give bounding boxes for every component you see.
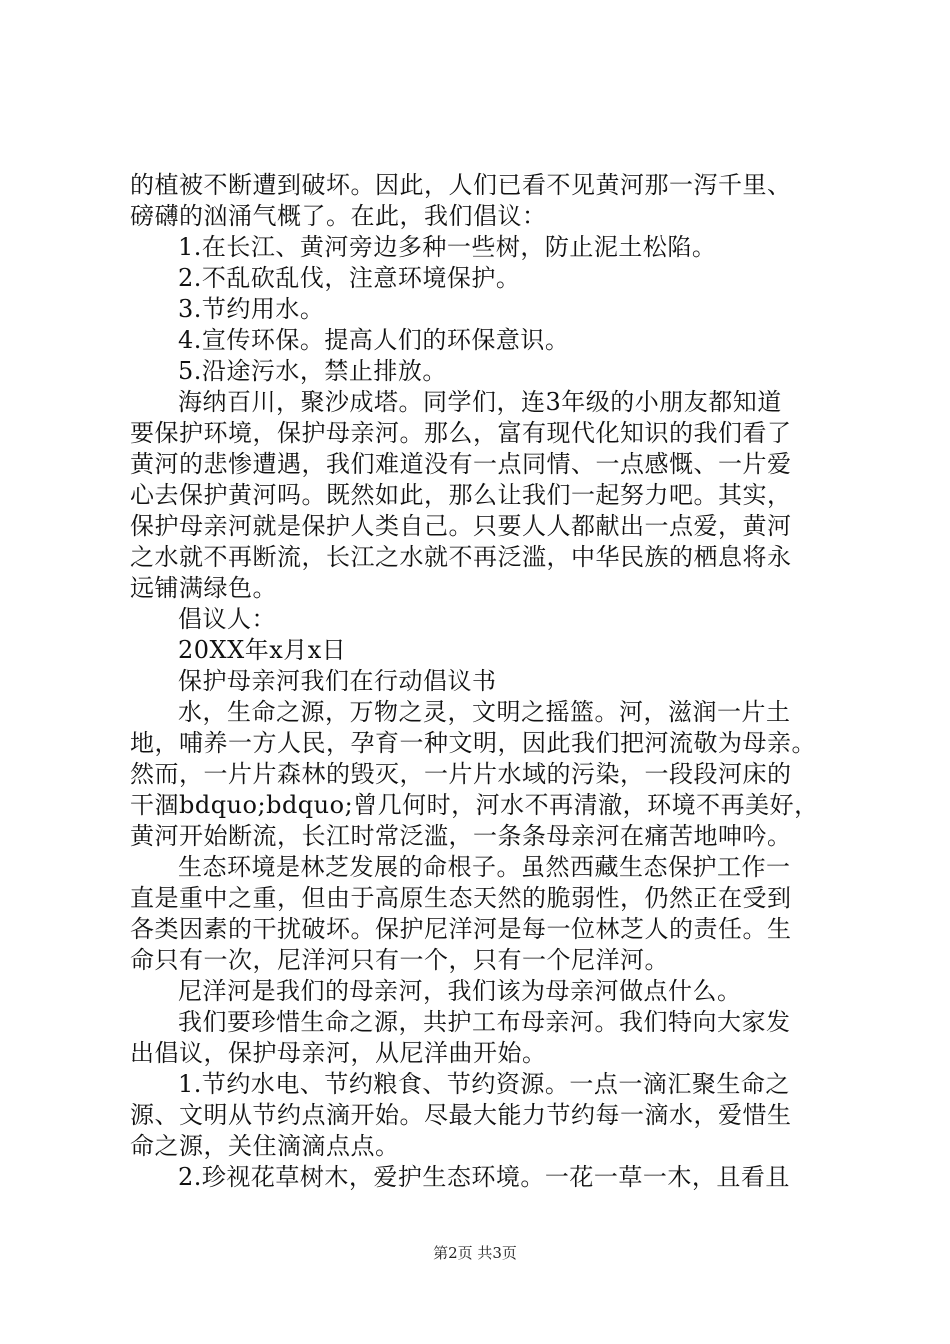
- text-line: 出倡议，保护母亲河，从尼洋曲开始。: [130, 1039, 547, 1067]
- text-line: 4.宣传环保。提高人们的环保意识。: [178, 326, 570, 354]
- text-line: 保护母亲河我们在行动倡议书: [178, 667, 497, 695]
- text-line: 要保护环境，保护母亲河。那么，富有现代化知识的我们看了: [130, 419, 792, 447]
- text-line: 远铺满绿色。: [130, 574, 277, 602]
- text-line: 2.不乱砍乱伐，注意环境保护。: [178, 264, 521, 292]
- document-body: [130, 170, 830, 1193]
- text-line: 然而，一片片森林的毁灭，一片片水域的污染，一段段河床的: [130, 760, 792, 788]
- text-line: 2.珍视花草树木，爱护生态环境。一花一草一木，且看且: [178, 1163, 790, 1191]
- text-line: 心去保护黄河吗。既然如此，那么让我们一起努力吧。其实，: [130, 481, 792, 509]
- text-line: 黄河的悲惨遭遇，我们难道没有一点同情、一点感慨、一片爱: [130, 450, 792, 478]
- page-footer: 第2页 共3页: [433, 1244, 517, 1262]
- text-line: 各类因素的干扰破坏。保护尼洋河是每一位林芝人的责任。生: [130, 915, 792, 943]
- text-line: 3.节约用水。: [178, 295, 325, 323]
- text-line: 尼洋河是我们的母亲河，我们该为母亲河做点什么。: [178, 977, 742, 1005]
- text-line: 直是重中之重，但由于高原生态天然的脆弱性，仍然正在受到: [130, 884, 792, 912]
- text-line: 命只有一次，尼洋河只有一个，只有一个尼洋河。: [130, 946, 669, 974]
- text-line: 海纳百川，聚沙成塔。同学们，连3年级的小朋友都知道: [178, 388, 782, 416]
- text-line: 地，哺养一方人民，孕育一种文明，因此我们把河流敬为母亲。: [130, 729, 816, 757]
- text-line: 水，生命之源，万物之灵，文明之摇篮。河，滋润一片土: [178, 698, 791, 726]
- text-line: 命之源，关住滴滴点点。: [130, 1132, 400, 1160]
- text-line: 倡议人：: [178, 605, 276, 633]
- text-line: 1.节约水电、节约粮食、节约资源。一点一滴汇聚生命之: [178, 1070, 790, 1098]
- text-line: 的植被不断遭到破坏。因此，人们已看不见黄河那一泻千里、: [130, 171, 792, 199]
- text-line: 20XX年x月x日: [178, 636, 347, 664]
- text-line: 磅礴的汹涌气概了。在此，我们倡议：: [130, 202, 547, 230]
- text-line: 源、文明从节约点滴开始。尽最大能力节约每一滴水，爱惜生: [130, 1101, 792, 1129]
- text-line: 保护母亲河就是保护人类自己。只要人人都献出一点爱，黄河: [130, 512, 792, 540]
- text-line: 我们要珍惜生命之源，共护工布母亲河。我们特向大家发: [178, 1008, 791, 1036]
- text-line: 5.沿途污水，禁止排放。: [178, 357, 447, 385]
- text-line: 干涸bdquo;bdquo;曾几何时，河水不再清澈，环境不再美好，: [130, 791, 819, 819]
- text-line: 黄河开始断流，长江时常泛滥，一条条母亲河在痛苦地呻吟。: [130, 822, 792, 850]
- text-line: 1.在长江、黄河旁边多种一些树，防止泥土松陷。: [178, 233, 717, 261]
- text-line: 之水就不再断流，长江之水就不再泛滥，中华民族的栖息将永: [130, 543, 792, 571]
- text-line: 生态环境是林芝发展的命根子。虽然西藏生态保护工作一: [178, 853, 791, 881]
